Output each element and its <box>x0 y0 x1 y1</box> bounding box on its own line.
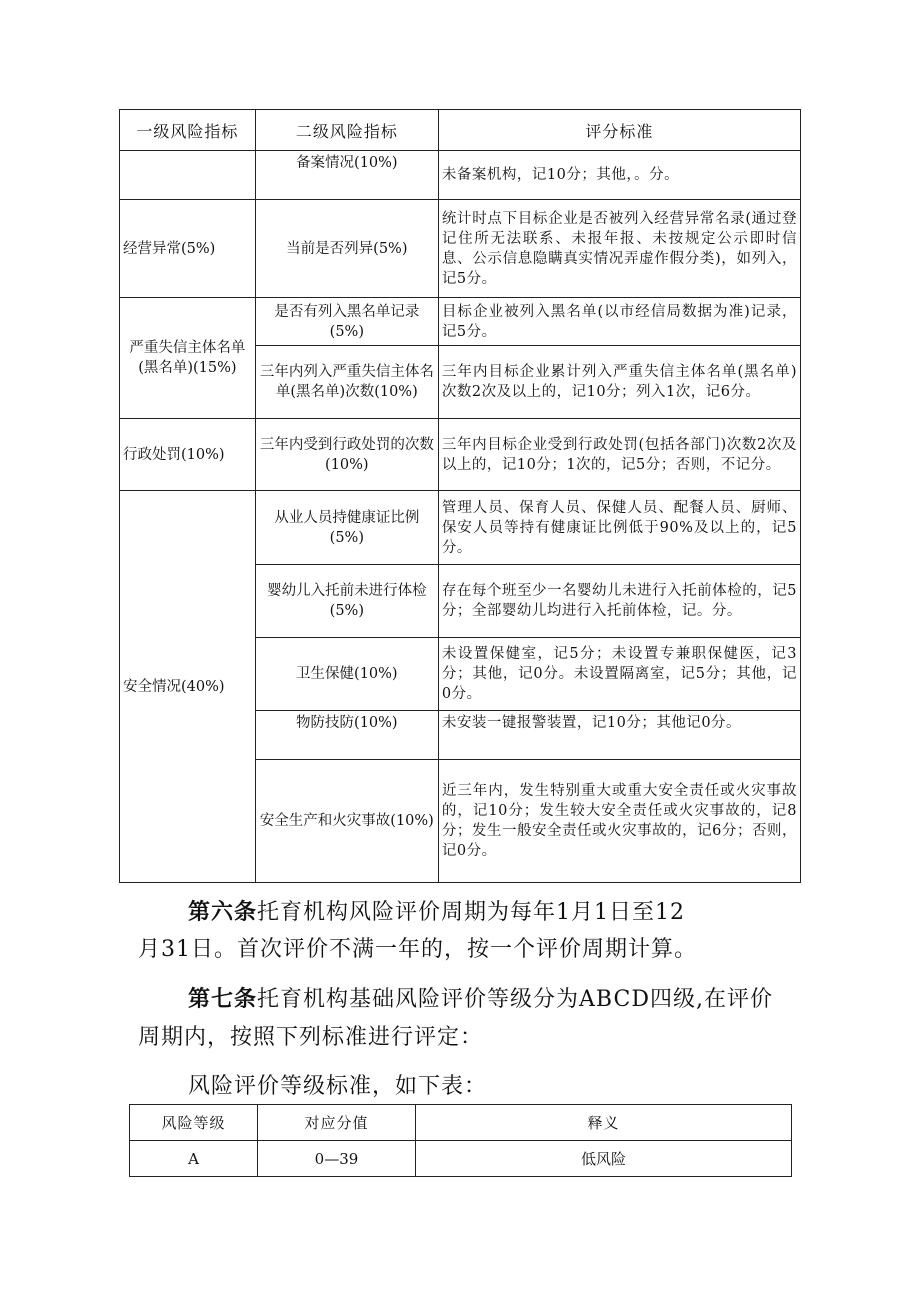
standard-cell: 近三年内，发生特别重大或重大安全责任或火灾事故的，记10分；发生较大安全责任或火灾事故的，记8分；发生一般安全责任或火灾事故的，记6分；否则，记0分。 <box>438 760 800 883</box>
standard-cell: 存在每个班至少一名婴幼儿未进行入托前体检的，记5分；全部婴幼儿均进行入托前体检，记。分。 <box>438 565 800 638</box>
standard-cell: 未安装一键报警装置，记10分；其他记0分。 <box>438 711 800 760</box>
table-row <box>120 298 801 346</box>
score-cell: 0—39 <box>258 1141 416 1177</box>
level2-cell: 安全生产和火灾事故(10%) <box>255 760 438 883</box>
level1-cell: 安全情况(40%) <box>120 491 256 883</box>
level2-cell: 是否有列入黑名单记录(5%) <box>255 298 438 346</box>
article-6-text: 托育机构风险评价周期为每年1月1日至12 <box>257 900 686 925</box>
table-row <box>130 1141 792 1177</box>
risk-indicator-table <box>119 109 801 883</box>
article-6-line1 <box>138 892 798 933</box>
article-6-line2: 月31日。首次评价不满一年的，按一个评价周期计算。 <box>138 937 697 962</box>
grade-table-intro: 风险评价等级标准，如下表： <box>188 1074 488 1099</box>
article-7-line1 <box>138 979 798 1020</box>
standard-cell: 目标企业被列入黑名单(以市经信局数据为准)记录，记5分。 <box>438 298 800 346</box>
level1-cell: 经营异常(5%) <box>120 200 256 298</box>
header-standard: 评分标准 <box>438 110 800 151</box>
level1-cell: 严重失信主体名单(黑名单)(15%) <box>120 298 256 419</box>
table-row <box>120 151 801 200</box>
level2-cell: 三年内受到行政处罚的次数(10%) <box>255 419 438 491</box>
grade-standard-table <box>129 1104 792 1177</box>
table-header-row <box>130 1105 792 1141</box>
table-row <box>120 200 801 298</box>
standard-cell: 三年内目标企业累计列入严重失信主体名单(黑名单)次数2次及以上的，记10分；列入1次，记6分。 <box>438 346 800 419</box>
level2-cell: 从业人员持健康证比例(5%) <box>255 491 438 565</box>
article-7-text: 托育机构基础风险评价等级分为ABCD四级,在评价 <box>257 987 773 1012</box>
level2-cell: 婴幼儿入托前未进行体检(5%) <box>255 565 438 638</box>
meaning-cell: 低风险 <box>416 1141 792 1177</box>
table-header-row <box>120 110 801 151</box>
standard-cell: 未备案机构，记10分；其他，。分。 <box>438 151 800 200</box>
table-row <box>120 491 801 565</box>
level1-cell <box>120 151 256 200</box>
grade-cell: A <box>130 1141 258 1177</box>
standard-cell: 三年内目标企业受到行政处罚(包括各部门)次数2次及以上的，记10分；1次的，记5分；否则，不记分。 <box>438 419 800 491</box>
level2-cell: 当前是否列异(5%) <box>255 200 438 298</box>
header-level2: 二级风险指标 <box>255 110 438 151</box>
standard-cell: 管理人员、保育人员、保健人员、配餐人员、厨师、保安人员等持有健康证比例低于90%及以上的，记5分。 <box>438 491 800 565</box>
level1-cell: 行政处罚(10%) <box>120 419 256 491</box>
level2-cell: 备案情况(10%) <box>255 151 438 200</box>
standard-cell: 统计时点下目标企业是否被列入经营异常名录(通过登记住所无法联系、未报年报、未按规定公示即时信息、公示信息隐瞒真实情况弄虚作假分类)，如列入，记5分。 <box>438 200 800 298</box>
level2-cell: 三年内列入严重失信主体名单(黑名单)次数(10%) <box>255 346 438 419</box>
level2-cell: 物防技防(10%) <box>255 711 438 760</box>
article-7-line2: 周期内，按照下列标准进行评定： <box>138 1025 484 1050</box>
header-meaning: 释义 <box>416 1105 792 1141</box>
header-grade: 风险等级 <box>130 1105 258 1141</box>
header-score: 对应分值 <box>258 1105 416 1141</box>
table-row <box>120 419 801 491</box>
header-level1: 一级风险指标 <box>120 110 256 151</box>
article-7-title: 第七条 <box>188 986 258 1012</box>
level2-cell: 卫生保健(10%) <box>255 638 438 711</box>
article-6-title: 第六条 <box>188 899 258 925</box>
standard-cell: 未设置保健室，记5分；未设置专兼职保健医，记3分；其他，记0分。未设置隔离室，记5分；其他，记0分。 <box>438 638 800 711</box>
